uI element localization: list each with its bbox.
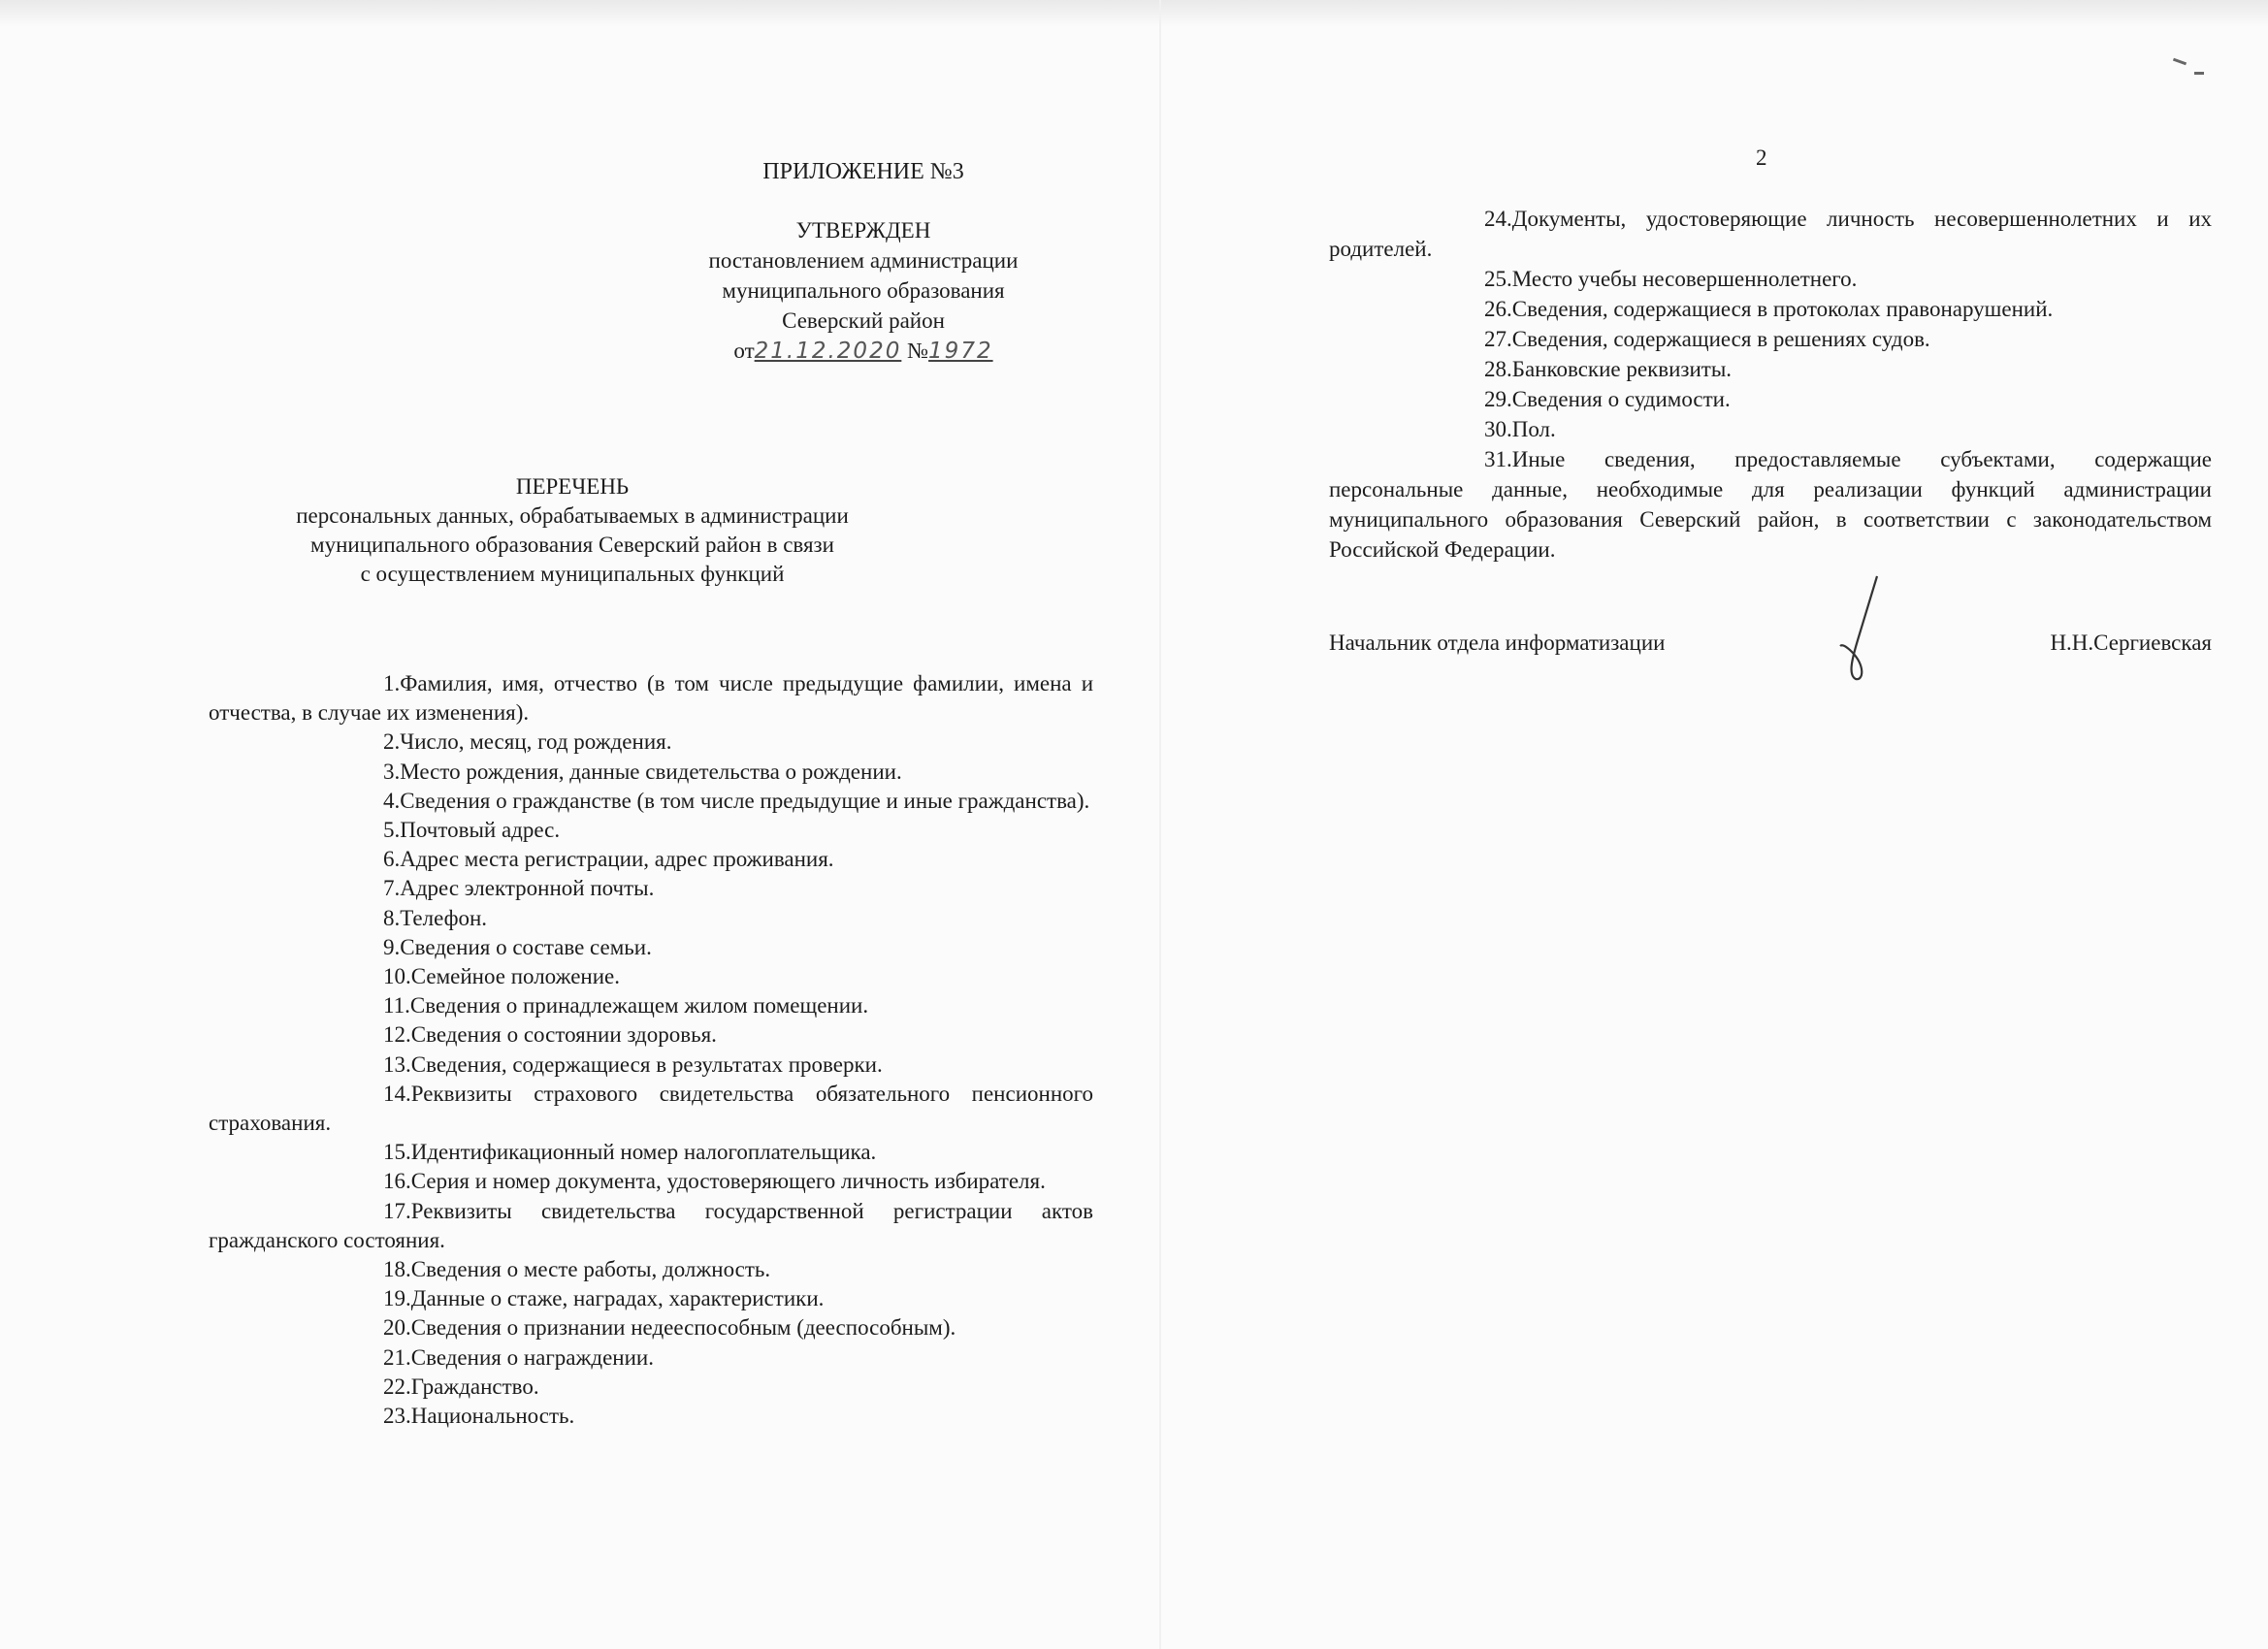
item-text: Пол.: [1511, 417, 1556, 441]
item-text: Сведения о составе семьи.: [400, 934, 652, 959]
number-prefix: №: [907, 339, 929, 363]
item-text: Телефон.: [400, 905, 488, 930]
title-line-2: муниципального образования Северский район в связи: [310, 533, 834, 557]
item-number: 11.: [383, 993, 410, 1018]
approved-title: УТВЕРЖДЕН: [795, 218, 931, 242]
scan-mark: [2194, 72, 2204, 75]
item-number: 13.: [383, 1051, 411, 1077]
appendix-label: ПРИЛОЖЕНИЕ №3: [762, 159, 964, 184]
item-number: 18.: [383, 1257, 411, 1282]
list-item: [209, 904, 1093, 933]
list-item: [209, 1167, 1093, 1196]
item-number: 31.: [1484, 447, 1512, 471]
list-item: [1329, 444, 2212, 565]
list-item: [209, 787, 1093, 816]
item-text: Гражданство.: [410, 1374, 539, 1399]
item-number: 5.: [383, 818, 401, 843]
list-item: [209, 1051, 1093, 1080]
item-text: Национальность.: [410, 1404, 575, 1429]
item-number: 9.: [383, 934, 401, 959]
item-text: Адрес места регистрации, адрес проживания.: [400, 847, 834, 872]
item-number: 17.: [383, 1198, 411, 1223]
item-number: 25.: [1484, 267, 1512, 291]
title-line-3: с осуществлением муниципальных функций: [360, 562, 785, 586]
item-text: Иные сведения, предоставляемые субъектами, содержащие персональные данные, необходимые для реализации функций администрации муниципального образования Северский район, в соответствии с законодательством Российской Федерации.: [1329, 447, 2212, 562]
list-item: [209, 728, 1093, 757]
item-text: Сведения о награждении.: [410, 1344, 654, 1370]
approval-block: [684, 215, 1043, 367]
approved-line-3: Северский район: [782, 308, 945, 333]
list-item: [209, 845, 1093, 874]
item-text: Число, месяц, год рождения.: [400, 729, 672, 755]
item-number: 29.: [1484, 387, 1512, 411]
list-item: [209, 933, 1093, 962]
approval-date: 21.12.2020: [754, 339, 902, 364]
title-line-1: персональных данных, обрабатываемых в администрации: [296, 503, 849, 528]
list-item: [1329, 414, 2212, 444]
item-text: Почтовый адрес.: [400, 818, 561, 843]
item-text: Сведения, содержащиеся в протоколах правонарушений.: [1511, 297, 2054, 321]
item-number: 23.: [383, 1404, 411, 1429]
approved-line-2: муниципального образования: [722, 278, 1005, 303]
item-text: Серия и номер документа, удостоверяющего личность избирателя.: [410, 1169, 1046, 1194]
item-text: Идентификационный номер налогоплательщика.: [410, 1140, 877, 1165]
item-number: 30.: [1484, 417, 1512, 441]
list-item: [1329, 384, 2212, 414]
list-item: [209, 669, 1093, 728]
list-item: [209, 1138, 1093, 1167]
list-item: [209, 1373, 1093, 1402]
item-number: 28.: [1484, 357, 1512, 381]
list-item: [209, 1020, 1093, 1050]
item-number: 26.: [1484, 297, 1512, 321]
item-text: Семейное положение.: [410, 964, 620, 989]
item-number: 15.: [383, 1140, 411, 1165]
item-text: Сведения о судимости.: [1511, 387, 1731, 411]
list-item: [209, 874, 1093, 903]
list-item: [1329, 204, 2212, 264]
item-number: 10.: [383, 964, 411, 989]
signature-row: [1329, 630, 2212, 656]
item-number: 20.: [383, 1315, 411, 1341]
item-text: Реквизиты свидетельства государственной регистрации актов гражданского состояния.: [209, 1198, 1093, 1252]
list-item: [209, 1080, 1093, 1138]
item-number: 4.: [383, 788, 401, 813]
item-text: Адрес электронной почты.: [400, 876, 655, 901]
list-item: [209, 1255, 1093, 1284]
signer-name: Н.Н.Сергиевская: [2050, 630, 2212, 655]
item-text: Фамилия, имя, отчество (в том числе предыдущие фамилии, имена и отчества, в случае их изменения).: [209, 671, 1093, 726]
item-number: 6.: [383, 847, 401, 872]
item-text: Сведения о гражданстве (в том числе предыдущие и иные гражданства).: [400, 788, 1090, 813]
item-number: 12.: [383, 1022, 411, 1048]
page-number: 2: [1756, 146, 1767, 170]
title-heading: ПЕРЕЧЕНЬ: [515, 474, 630, 499]
item-text: Место рождения, данные свидетельства о рождении.: [400, 759, 902, 784]
item-number: 2.: [383, 729, 401, 755]
list-item: [209, 991, 1093, 1020]
list-item: [1329, 294, 2212, 324]
item-text: Документы, удостоверяющие личность несовершеннолетних и их родителей.: [1329, 207, 2212, 261]
list-item: [209, 1284, 1093, 1313]
item-number: 3.: [383, 759, 401, 784]
item-number: 8.: [383, 905, 401, 930]
list-item: [1329, 324, 2212, 354]
signer-position: Начальник отдела информатизации: [1329, 630, 1666, 655]
item-number: 22.: [383, 1374, 411, 1399]
item-text: Место учебы несовершеннолетнего.: [1511, 267, 1858, 291]
data-list-right: [1329, 204, 2212, 565]
list-item: [1329, 354, 2212, 384]
item-number: 24.: [1484, 207, 1512, 231]
document-title: [291, 472, 854, 589]
approval-number: 1972: [928, 339, 993, 364]
item-text: Сведения о месте работы, должность.: [410, 1257, 771, 1282]
approval-date-line: [684, 336, 1043, 367]
list-item: [209, 758, 1093, 787]
item-number: 16.: [383, 1169, 411, 1194]
item-text: Данные о стаже, наградах, характеристики.: [410, 1286, 825, 1311]
list-item: [209, 816, 1093, 845]
item-number: 19.: [383, 1286, 411, 1311]
data-list-left: [209, 669, 1093, 1431]
item-text: Сведения о принадлежащем жилом помещении.: [409, 993, 869, 1018]
list-item: [209, 1313, 1093, 1342]
handwritten-signature: [1838, 572, 1896, 689]
item-number: 27.: [1484, 327, 1512, 351]
item-number: 7.: [383, 876, 401, 901]
list-item: [209, 1343, 1093, 1373]
item-text: Сведения, содержащиеся в результатах проверки.: [410, 1051, 883, 1077]
list-item: [209, 1197, 1093, 1255]
item-number: 21.: [383, 1344, 411, 1370]
date-prefix: от: [733, 339, 755, 363]
list-item: [209, 962, 1093, 991]
item-text: Сведения о состоянии здоровья.: [410, 1022, 717, 1048]
list-item: [1329, 264, 2212, 294]
item-text: Сведения о признании недееспособным (дееспособным).: [410, 1315, 956, 1341]
item-text: Банковские реквизиты.: [1511, 357, 1733, 381]
item-text: Реквизиты страхового свидетельства обязательного пенсионного страхования.: [209, 1081, 1093, 1136]
item-text: Сведения, содержащиеся в решениях судов.: [1511, 327, 1930, 351]
item-number: 14.: [383, 1081, 411, 1106]
item-number: 1.: [383, 671, 401, 695]
approved-line-1: постановлением администрации: [708, 248, 1019, 273]
list-item: [209, 1402, 1093, 1431]
